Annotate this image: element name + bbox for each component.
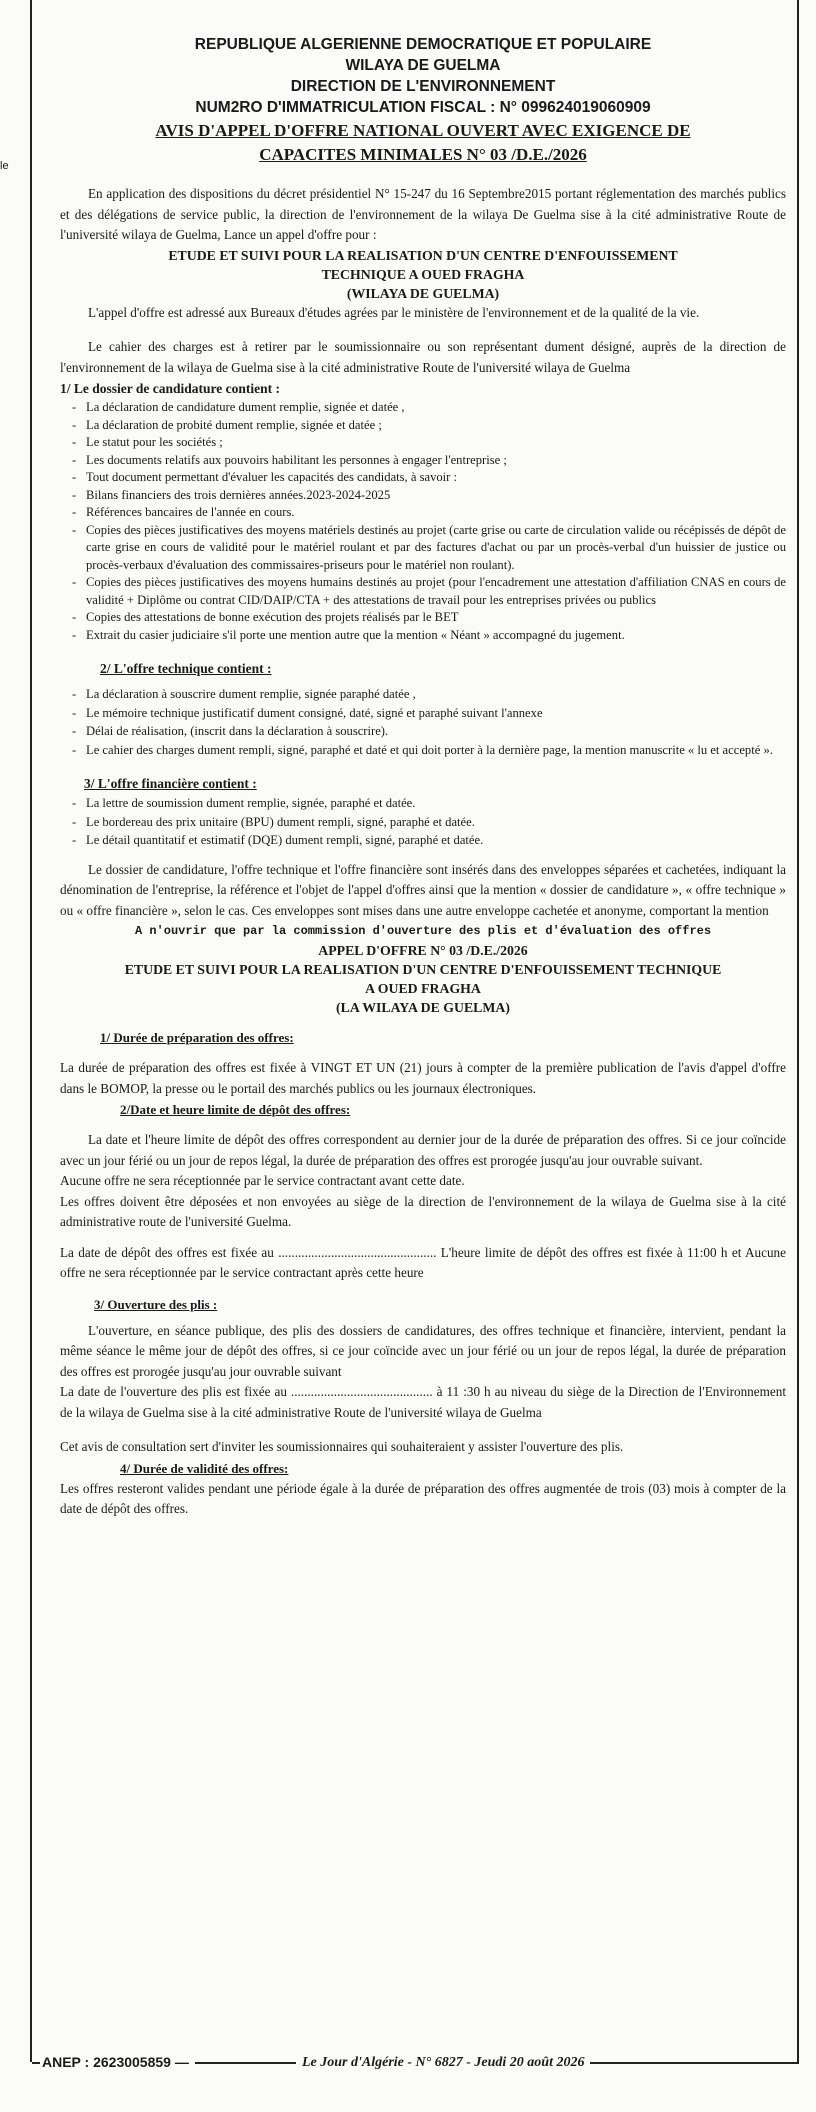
left-border-rule [30,0,32,2062]
notice-title-line1: AVIS D'APPEL D'OFFRE NATIONAL OUVERT AVEC EXIGENCE DE [155,121,691,140]
list-item: - Extrait du casier judiciaire s'il porte une mention autre que la mention « Néant » accompagné du jugement. [86,627,786,645]
addressed-paragraph: L'appel d'offre est adressé aux Bureaux d'études agrées par le ministère de l'environnement et de la qualité de la vie. [88,304,700,320]
list-item: - Références bancaires de l'année en cours. [86,504,786,522]
list-item: - Le cahier des charges dument rempli, signé, paraphé et daté et qui doit porter à la dernière page, la mention manuscrite « lu et accepté ». [86,741,786,760]
list-item: - La lettre de soumission dument remplie, signée, paraphé et datée. [86,794,786,813]
consultation-paragraph: Cet avis de consultation sert d'inviter les soumissionnaires qui souhaiteraient y assister l'ouverture des plis. [60,1439,624,1454]
list-item: - Le détail quantitatif et estimatif (DQE) dument rempli, signé, paraphé et datée. [86,831,786,850]
intro-paragraph: En application des dispositions du décret présidentiel N° 15-247 du 16 Septembre2015 portant réglementation des marchés publics et des délégations de service public, la direction de l'environnement de la wilaya De Guelma sise à la cité administrative Route de l'université wilaya de Guelma, Lance un appel d'offre pour : [60,186,786,242]
date-depot-paragraph-1: La date et l'heure limite de dépôt des offres correspondent au dernier jour de la durée de préparation des offres. Si ce jour coïncide avec un jour férié ou un jour de repos légal, la durée de préparation des offres est prorogée jusqu'au jour ouvrable suivant. [60,1132,786,1168]
mention-line1: A n'ouvrir que par la commission d'ouverture des plis et d'évaluation des offres [134,924,712,938]
list-item: - La déclaration de probité dument remplie, signée et datée ; [86,417,786,435]
right-border-rule [797,0,799,2062]
ouverture-paragraph-1: L'ouverture, en séance publique, des plis des dossiers de candidatures, des offres technique et financière, intervient, pendant la même séance le même jour de dépôt des offres, si ce jour coïncide avec un jour férié ou un jour de repos légal, la durée de préparation des offres est prorogée jusqu'au jour ouvrable suivant [60,1322,786,1379]
header-direction: DIRECTION DE L'ENVIRONNEMENT [290,78,556,95]
list-item: - Tout document permettant d'évaluer les capacités des candidats, à savoir : [86,469,786,487]
project-title-line3: (WILAYA DE GUELMA) [346,285,500,301]
header-republic: REPUBLIQUE ALGERIENNE DEMOCRATIQUE ET POPULAIRE [194,36,652,53]
list-item: - Le bordereau des prix unitaire (BPU) dument rempli, signé, paraphé et datée. [86,813,786,832]
header-wilaya: WILAYA DE GUELMA [345,57,501,74]
list-item: - Copies des pièces justificatives des moyens humains destinés au projet (pour l'encadrement une attestation d'affiliation CNAS en cours de validité + Diplôme ou contrat CID/DAIP/CTA + des attestations de travail pour les entreprises privées ou publics [86,574,786,609]
mention-line2: APPEL D'OFFRE N° 03 /D.E./2026 [318,943,528,958]
notice-title-line2: CAPACITES MINIMALES N° 03 /D.E./2026 [259,145,587,164]
list-item: - Bilans financiers des trois dernières années.2023-2024-2025 [86,487,786,505]
dossier-heading: 1/ Le dossier de candidature contient : [60,381,281,396]
project-title-line2: TECHNIQUE A OUED FRAGHA [321,266,525,282]
financiere-list [60,794,786,850]
cahier-paragraph: Le cahier des charges est à retirer par le soumissionnaire ou son représentant dument désigné, auprès de la direction de l'environnement de la wilaya de Guelma sise à la cité administrative Route de l'université wilaya de Guelma [60,339,786,375]
left-column [0,0,32,2112]
ouverture-paragraph-2: La date de l'ouverture des plis est fixée au ........................................... à 11 :30 h au niveau du siège de la Direction de l'Environnement de la wilaya de Guelma sise à la cité administrative Route de l'université wilaya de Guelma [60,1384,786,1420]
project-title-line1: ETUDE ET SUIVI POUR LA REALISATION D'UN CENTRE D'ENFOUISSEMENT [168,247,678,263]
journal-footer: Le Jour d'Algérie - N° 6827 - Jeudi 20 août 2026 [296,2055,590,2071]
validite-heading: 4/ Durée de validité des offres: [120,1460,289,1476]
list-item: - Délai de réalisation, (inscrit dans la déclaration à souscrire). [86,722,786,741]
list-item: - Le mémoire technique justificatif dument consigné, daté, signé et paraphé suivant l'annexe [86,704,786,723]
date-depot-paragraph-2: Aucune offre ne sera réceptionnée par le service contractant avant cette date. [60,1173,465,1188]
list-item: - La déclaration de candidature dument remplie, signée et datée , [86,399,786,417]
left-column-fragment: le [0,160,9,172]
header-fiscal-number: NUM2RO D'IMMATRICULATION FISCAL : N° 099624019060909 [195,99,651,116]
mention-line4: A OUED FRAGHA [365,981,481,996]
ouverture-heading: 3/ Ouverture des plis : [94,1296,218,1312]
technique-list [60,685,786,759]
technique-heading: 2/ L'offre technique contient : [100,661,272,676]
date-depot-paragraph-4: La date de dépôt des offres est fixée au ................................................ L'heure limite de dépôt des offres est fixée à 11:00 h et Aucune offre ne sera réceptionnée par le service contractant après cette heure [60,1244,786,1280]
duree-heading: 1/ Durée de préparation des offres: [100,1030,294,1045]
validite-paragraph: Les offres resteront valides pendant une période égale à la durée de préparation des offres augmentée de trois (03) mois à compter de la date de dépôt des offres. [60,1480,786,1516]
list-item: - Les documents relatifs aux pouvoirs habilitant les personnes à engager l'entreprise ; [86,452,786,470]
date-depot-paragraph-3: Les offres doivent être déposées et non envoyées au siège de la direction de l'environnement de la wilaya de Guelma sise à la cité administrative route de l'université Guelma. [60,1193,786,1229]
date-depot-heading: 2/Date et heure limite de dépôt des offres: [120,1102,351,1117]
mention-line3: ETUDE ET SUIVI POUR LA REALISATION D'UN CENTRE D'ENFOUISSEMENT TECHNIQUE [124,962,722,977]
tender-notice [60,34,786,1520]
enveloppes-paragraph: Le dossier de candidature, l'offre technique et l'offre financière sont insérés dans des enveloppes séparées et cachetées, indiquant la dénomination de l'entreprise, la référence et l'objet de l'appel d'offres ainsi que la mention « dossier de candidature », « offre technique » ou « offre financière », selon le cas. Ces enveloppes sont mises dans une autre enveloppe cachetée et anonyme, comportant la mention [60,861,786,918]
mention-line5: (LA WILAYA DE GUELMA) [336,1000,510,1015]
anep-reference: ANEP : 2623005859 — [40,2054,195,2070]
list-item: - La déclaration à souscrire dument remplie, signée paraphé datée , [86,685,786,704]
list-item: - Copies des attestations de bonne exécution des projets réalisés par le BET [86,609,786,627]
duree-paragraph: La durée de préparation des offres est fixée à VINGT ET UN (21) jours à compter de la première publication de l'avis d'appel d'offre dans le BOMOP, la presse ou le portail des marchés publics ou les journaux électroniques. [60,1060,786,1096]
list-item: - Copies des pièces justificatives des moyens matériels destinés au projet (carte grise ou carte de circulation valide ou récépissés de dépôt de carte grise en cours de validité pour le matériel roulant et par des factures d'achat ou par un procès-verbal d'un huissier de justice ou procès-verbaux d'évaluation des commissaires-priseurs pour le matériel non roulant). [86,522,786,575]
list-item: - Le statut pour les sociétés ; [86,434,786,452]
financiere-heading: 3/ L'offre financière contient : [84,776,257,791]
dossier-list [60,399,786,644]
